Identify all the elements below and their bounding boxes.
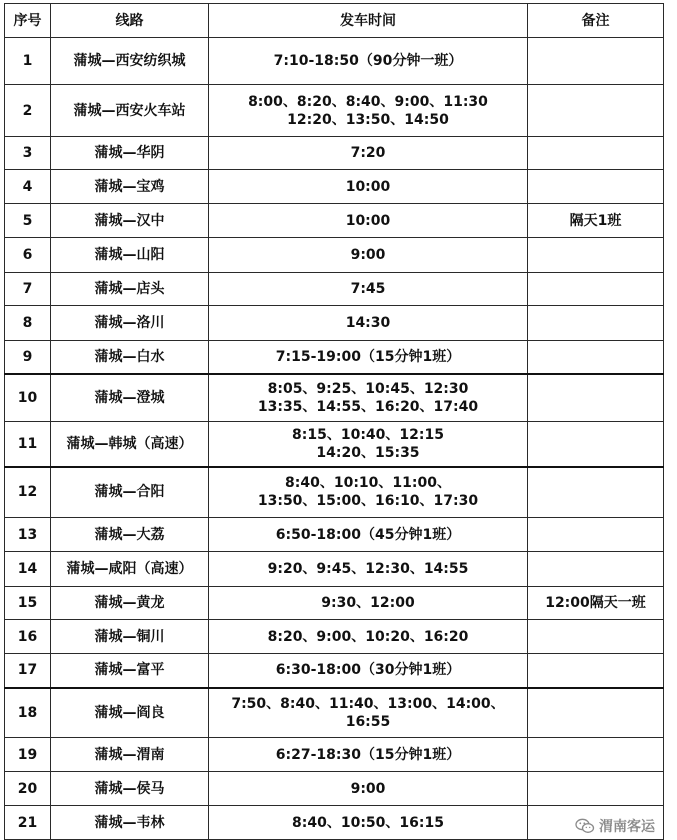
departure-time-line: 8:40、10:50、16:15	[292, 814, 444, 831]
route-name: 蒲城—山阳	[51, 238, 209, 273]
route-name: 蒲城—铜川	[51, 620, 209, 654]
route-name: 蒲城—澄城	[51, 374, 209, 422]
departure-times	[209, 170, 528, 204]
note	[528, 654, 664, 688]
route-name: 蒲城—店头	[51, 273, 209, 306]
departure-time-line: 12:20、13:50、14:50	[287, 111, 449, 128]
note	[528, 273, 664, 306]
wechat-icon	[575, 818, 595, 834]
table-row	[5, 374, 664, 422]
route-name: 蒲城—黄龙	[51, 587, 209, 620]
note	[528, 238, 664, 273]
table-row	[5, 654, 664, 688]
note	[528, 467, 664, 518]
table-row	[5, 85, 664, 137]
route-name: 蒲城—大荔	[51, 518, 209, 552]
row-number: 21	[5, 806, 51, 840]
table-row	[5, 587, 664, 620]
row-number: 18	[5, 688, 51, 738]
departure-times	[209, 422, 528, 467]
row-number: 17	[5, 654, 51, 688]
departure-times	[209, 238, 528, 273]
departure-times	[209, 137, 528, 170]
departure-time-line: 14:20、15:35	[316, 444, 420, 461]
departure-time-line: 8:40、10:10、11:00、	[285, 475, 451, 492]
departure-times	[209, 738, 528, 772]
header-note: 备注	[528, 4, 664, 38]
row-number: 4	[5, 170, 51, 204]
departure-times	[209, 587, 528, 620]
departure-time-line: 8:00、8:20、8:40、9:00、11:30	[248, 93, 488, 110]
route-name: 蒲城—合阳	[51, 467, 209, 518]
row-number: 9	[5, 341, 51, 374]
table-row	[5, 772, 664, 806]
departure-time-line: 7:10-18:50（90分钟一班）	[273, 53, 463, 69]
departure-times	[209, 204, 528, 238]
departure-time-line: 9:30、12:00	[321, 595, 415, 611]
departure-time-line: 6:50-18:00（45分钟1班）	[275, 526, 461, 543]
row-number: 12	[5, 467, 51, 518]
row-number: 7	[5, 273, 51, 306]
departure-time-line: 9:00	[350, 247, 386, 263]
note	[528, 738, 664, 772]
route-name: 蒲城—韦林	[51, 806, 209, 840]
note	[528, 552, 664, 587]
route-name: 蒲城—白水	[51, 341, 209, 374]
departure-time-line: 7:20	[350, 145, 386, 161]
table-row	[5, 341, 664, 374]
departure-times	[209, 620, 528, 654]
note	[528, 85, 664, 137]
table-row	[5, 204, 664, 238]
departure-time-line: 9:20、9:45、12:30、14:55	[267, 561, 469, 577]
table-row	[5, 38, 664, 85]
departure-times	[209, 552, 528, 587]
departure-time-line: 14:30	[345, 315, 391, 331]
note: 隔天1班	[528, 204, 664, 238]
route-name: 蒲城—阎良	[51, 688, 209, 738]
row-number: 16	[5, 620, 51, 654]
route-name: 蒲城—华阴	[51, 137, 209, 170]
table-row	[5, 738, 664, 772]
table-row	[5, 467, 664, 518]
departure-time-line: 7:45	[350, 281, 386, 297]
note	[528, 306, 664, 341]
row-number: 8	[5, 306, 51, 341]
departure-times	[209, 273, 528, 306]
departure-time-line: 16:55	[345, 713, 391, 730]
watermark	[575, 816, 655, 836]
route-name: 蒲城—富平	[51, 654, 209, 688]
route-name: 蒲城—渭南	[51, 738, 209, 772]
departure-time-line: 13:50、15:00、16:10、17:30	[257, 493, 479, 510]
header-no: 序号	[5, 4, 51, 38]
note	[528, 518, 664, 552]
departure-time-line: 7:15-19:00（15分钟1班）	[275, 348, 461, 365]
row-number: 14	[5, 552, 51, 587]
table-row	[5, 422, 664, 467]
departure-time-line: 10:00	[345, 212, 391, 229]
note	[528, 38, 664, 85]
departure-times	[209, 467, 528, 518]
departure-time-line: 10:00	[345, 178, 391, 195]
departure-times	[209, 518, 528, 552]
departure-times	[209, 654, 528, 688]
route-name: 蒲城—西安纺织城	[51, 38, 209, 85]
departure-time-line: 8:15、10:40、12:15	[292, 426, 444, 443]
bus-schedule-table	[4, 3, 664, 840]
row-number: 19	[5, 738, 51, 772]
row-number: 15	[5, 587, 51, 620]
route-name: 蒲城—侯马	[51, 772, 209, 806]
departure-time-line: 8:05、9:25、10:45、12:30	[267, 380, 469, 397]
row-number: 10	[5, 374, 51, 422]
departure-times	[209, 306, 528, 341]
departure-time-line: 6:30-18:00（30分钟1班）	[275, 662, 461, 679]
route-name: 蒲城—洛川	[51, 306, 209, 341]
table-row	[5, 238, 664, 273]
departure-times	[209, 374, 528, 422]
row-number: 2	[5, 85, 51, 137]
departure-time-line: 13:35、14:55、16:20、17:40	[257, 398, 479, 415]
table-header-row	[5, 4, 664, 38]
table-row	[5, 518, 664, 552]
departure-times	[209, 85, 528, 137]
table-row	[5, 806, 664, 840]
row-number: 20	[5, 772, 51, 806]
row-number: 5	[5, 204, 51, 238]
departure-time-line: 7:50、8:40、11:40、13:00、14:00、	[231, 695, 505, 712]
header-departure-time: 发车时间	[209, 4, 528, 38]
departure-times	[209, 688, 528, 738]
note	[528, 170, 664, 204]
departure-time-line: 8:20、9:00、10:20、16:20	[267, 628, 469, 645]
route-name: 蒲城—咸阳（高速）	[51, 552, 209, 587]
note	[528, 374, 664, 422]
row-number: 3	[5, 137, 51, 170]
route-name: 蒲城—西安火车站	[51, 85, 209, 137]
table-row	[5, 688, 664, 738]
note	[528, 772, 664, 806]
table-row	[5, 552, 664, 587]
note	[528, 137, 664, 170]
departure-times	[209, 806, 528, 840]
table-row	[5, 273, 664, 306]
departure-times	[209, 772, 528, 806]
departure-times	[209, 341, 528, 374]
table-row	[5, 620, 664, 654]
table-row	[5, 170, 664, 204]
table-body	[5, 38, 664, 840]
departure-times	[209, 38, 528, 85]
note	[528, 341, 664, 374]
note: 12:00隔天一班	[528, 587, 664, 620]
table-row	[5, 306, 664, 341]
route-name: 蒲城—汉中	[51, 204, 209, 238]
note	[528, 422, 664, 467]
departure-time-line: 9:00	[350, 780, 386, 797]
header-route: 线路	[51, 4, 209, 38]
row-number: 1	[5, 38, 51, 85]
note	[528, 688, 664, 738]
row-number: 13	[5, 518, 51, 552]
departure-time-line: 6:27-18:30（15分钟1班）	[275, 746, 461, 763]
note	[528, 620, 664, 654]
route-name: 蒲城—韩城（高速）	[51, 422, 209, 467]
row-number: 11	[5, 422, 51, 467]
table-row	[5, 137, 664, 170]
row-number: 6	[5, 238, 51, 273]
watermark-text: 渭南客运	[599, 819, 655, 835]
route-name: 蒲城—宝鸡	[51, 170, 209, 204]
